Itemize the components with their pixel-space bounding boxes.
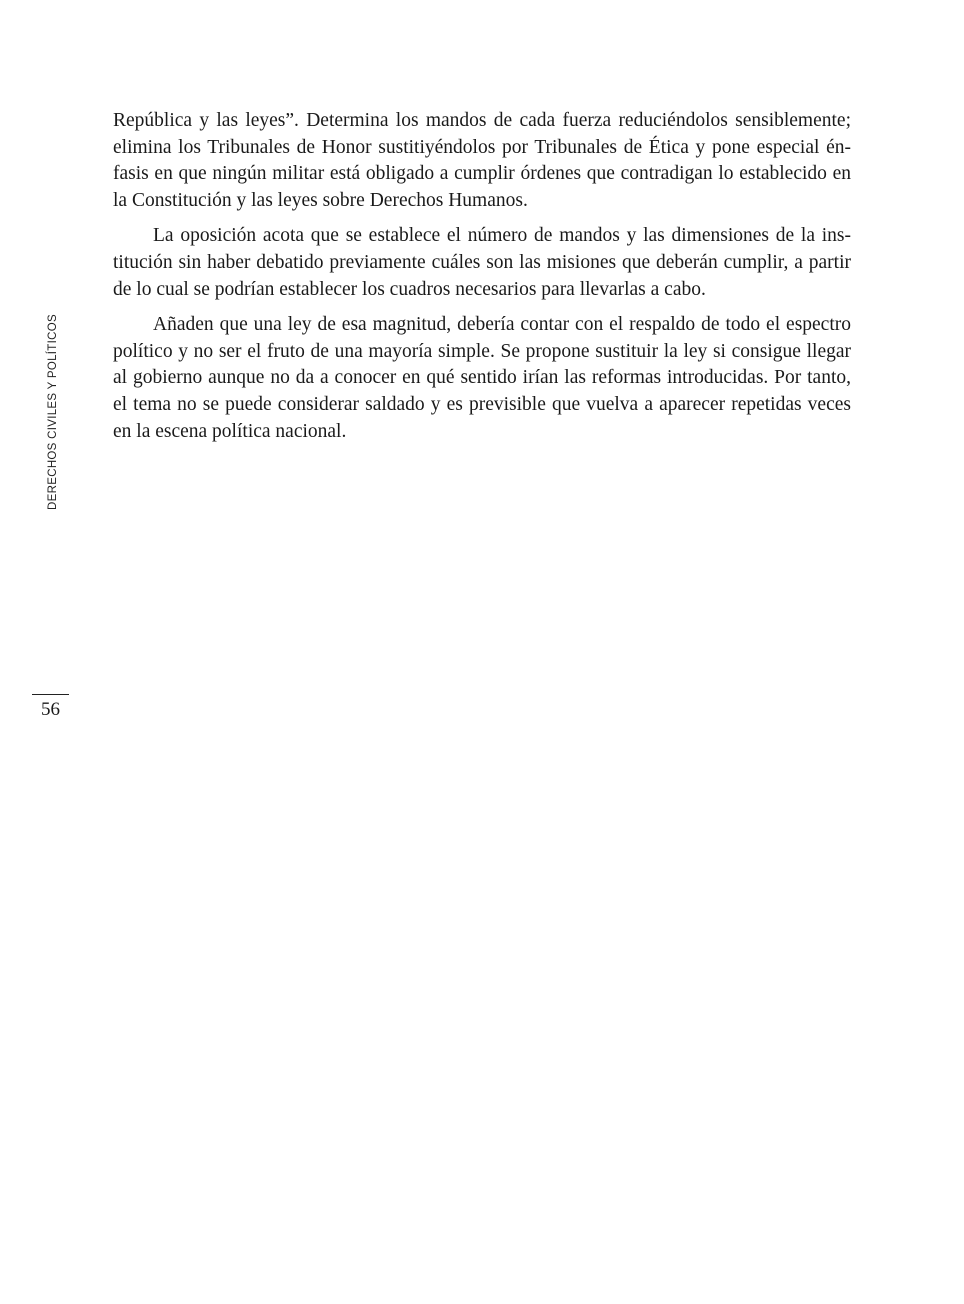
paragraph-conclusion: Añaden que una ley de esa magnitud, debería contar con el respaldo de todo el espectro político y no ser el fruto de una mayoría simple. Se propone sustituir la ley si consigue llegar al gobierno aunque no da a conocer en qué sentido irían las reformas introducidas. Por tanto, el tema no se puede considerar saldado y es previsible que vuelva a aparecer repetidas veces en la escena política nacional.: [113, 314, 851, 442]
running-head: DERECHOS CIVILES Y POLÍTICOS: [47, 314, 59, 510]
page-number: 56: [41, 699, 60, 720]
body-text: [113, 108, 851, 454]
page-number-rule: [32, 694, 69, 695]
paragraph-opposition: La oposición acota que se establece el número de mandos y las dimensiones de la institución sin haber debatido previamente cuáles son las misiones que deberán cumplir, a partir de lo cual se podrían establecer los cuadros necesarios para llevarlas a cabo.: [113, 225, 851, 300]
paragraph-continuation: República y las leyes”. Determina los mandos de cada fuerza reduciéndolos sensiblemente; elimina los Tribunales de Honor sustitiyéndolos por Tribunales de Ética y pone especial énfasis en que ningún militar está obligado a cumplir órdenes que contradigan lo establecido en la Constitución y las leyes sobre Derechos Humanos.: [113, 110, 851, 211]
